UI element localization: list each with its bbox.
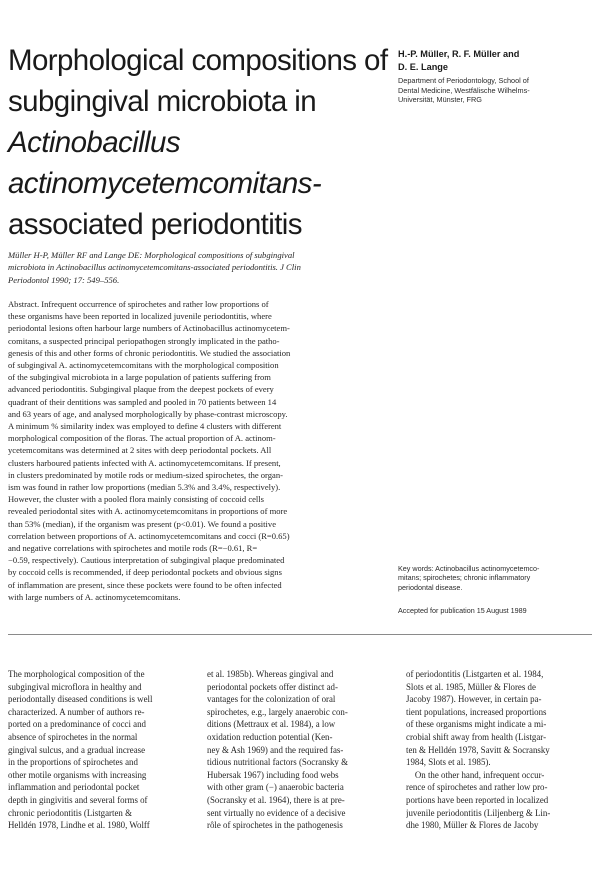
affiliation-line-1: Department of Periodontology, School of xyxy=(398,76,529,85)
body-line: inflammation and periodontal pocket xyxy=(8,782,140,793)
abstract-line: and 63 years of age, and analysed morphologically by phase-contrast microscopy. xyxy=(8,408,288,419)
body-line: spirochetes, e.g., largely anaerobic con- xyxy=(207,706,348,717)
body-line: absence of spirochetes in the normal xyxy=(8,731,138,742)
body-line: tient populations, increased proportions xyxy=(406,706,547,717)
abstract-line: morphological composition of the floras. The actual proportion of A. actinom- xyxy=(8,433,276,444)
body-line: et al. 1985b). Whereas gingival and xyxy=(207,669,334,679)
section-divider xyxy=(8,634,592,635)
abstract-line: than 53% (median), if the organism was present (p<0.01). We found a positive xyxy=(8,518,276,529)
keywords-line: periodontal disease. xyxy=(398,582,463,592)
citation-line: microbiota in Actinobacillus actinomycetemcomitans-associated periodontitis. J Clin xyxy=(8,262,301,273)
abstract-line: ycetemcomitans was determined at 2 sites with deep periodontal pockets. All xyxy=(8,445,272,456)
keywords-line: mitans; spirochetes; chronic inflammatory xyxy=(398,573,531,583)
affiliation-line-3: Universität, Münster, FRG xyxy=(398,95,482,105)
body-line: portions have been reported in localized xyxy=(406,794,549,805)
body-line: of these organisms might indicate a mi- xyxy=(406,719,547,730)
affiliation-line-2: Dental Medicine, Westfälische Wilhelms- xyxy=(398,85,530,95)
abstract xyxy=(8,298,388,603)
body-column-3 xyxy=(406,668,592,832)
accepted-date: Accepted for publication 15 August 1989 xyxy=(398,606,527,615)
body-column-2 xyxy=(207,668,393,832)
body-line: with other gram (−) anaerobic bacteria xyxy=(207,782,344,793)
body-line: characterized. A number of authors re- xyxy=(8,706,145,717)
author-list xyxy=(398,48,588,74)
body-line: ney & Ash 1969) and the required fas- xyxy=(207,744,344,755)
body-line: other motile organisms with increasing xyxy=(8,769,147,780)
abstract-line: advanced periodontitis. Subgingival plaque from the deepest pockets of every xyxy=(8,384,274,395)
body-line: depth in gingivitis and several forms of xyxy=(8,794,148,805)
title-line-3: Actinobacillus xyxy=(8,126,180,159)
abstract-line: periodontal lesions often harbour large numbers of Actinobacillus actinomycetem- xyxy=(8,323,290,334)
citation xyxy=(8,249,388,286)
body-line: periodontal pockets offer distinct ad- xyxy=(207,681,338,692)
body-line: tidious nutritional factors (Socransky & xyxy=(207,757,348,768)
body-line: juvenile periodontitis (Liljenberg & Lin- xyxy=(406,807,551,818)
body-line: subgingival microflora in healthy and xyxy=(8,681,142,692)
abstract-line: genesis of this and other forms of chronic periodontitis. We studied the association xyxy=(8,347,291,358)
body-line: rence of spirochetes and rather low pro- xyxy=(406,782,548,793)
keywords xyxy=(398,564,588,592)
abstract-line: and negative correlations with spirochetes and motile rods (R=−0.61, R= xyxy=(8,543,258,554)
body-line: Hubersak 1967) including food webs xyxy=(207,769,339,780)
title-line-5: associated periodontitis xyxy=(8,208,302,241)
abstract-line: revealed periodontal sites with A. actinomycetemcomitans in proportions of more xyxy=(8,506,288,517)
abstract-line: of the subgingival microbiota in a large population of patients suffering from xyxy=(8,372,271,383)
body-line: ported on a predominance of cocci and xyxy=(8,719,146,730)
abstract-line: in clusters predominated by motile rods or medium-sized spirochetes, the organ- xyxy=(8,469,283,480)
abstract-line: these organisms have been reported in localized juvenile periodontitis, where xyxy=(8,311,272,322)
body-line: Slots et al. 1985, Müller & Flores de xyxy=(406,681,536,692)
abstract-line: A minimum % similarity index was employed to define 4 clusters with different xyxy=(8,421,282,432)
body-line: ten & Helldén 1978, Savitt & Socransky xyxy=(406,744,550,755)
body-line: dhe 1980, Müller & Flores de Jacoby xyxy=(406,820,539,831)
body-line: ditions (Mettraux et al. 1984), a low xyxy=(207,719,336,730)
body-line: sent virtually no evidence of a decisive xyxy=(207,807,346,818)
abstract-line: of inflammation are present, since these pockets were found to be often infected xyxy=(8,579,282,590)
article-title xyxy=(8,40,388,245)
authors-line-1: H.-P. Müller, R. F. Müller and xyxy=(398,49,520,59)
abstract-line: quadrant of their dentitions was sampled and pooled in 70 patients between 14 xyxy=(8,396,277,407)
body-line: gingival sulcus, and a gradual increase xyxy=(8,744,146,755)
abstract-line: ism was found in rather low proportions (median 5.3% and 3.4%, respectively). xyxy=(8,482,281,493)
body-column-1 xyxy=(8,668,194,832)
abstract-line: comitans, a suspected principal periopathogen strongly implicated in the patho- xyxy=(8,335,280,346)
body-line: in the proportions of spirochetes and xyxy=(8,757,138,768)
citation-line: Müller H-P, Müller RF and Lange DE: Morphological compositions of subgingival xyxy=(8,250,295,260)
abstract-line: −0.59, respectively). Cautious interpretation of subgingival plaque predominated xyxy=(8,555,285,566)
body-line: Helldén 1978, Lindhe et al. 1980, Wolff xyxy=(8,820,150,831)
body-line: (Socransky et al. 1964), there is at pre- xyxy=(207,794,345,805)
keywords-line: Key words: Actinobacillus actinomycetemco- xyxy=(398,564,540,573)
citation-line: Periodontol 1990; 17: 549–556. xyxy=(8,274,120,285)
body-line: rôle of spirochetes in the pathogenesis xyxy=(207,820,343,831)
title-line-4: actinomycetemcomitans- xyxy=(8,167,322,200)
abstract-line: However, the cluster with a pooled flora mainly consisting of coccoid cells xyxy=(8,494,264,505)
abstract-line: clusters harboured patients infected with A. actinomycetemcomitans. If present, xyxy=(8,457,281,468)
title-line-1: Morphological compositions of xyxy=(8,44,388,77)
abstract-line: with large numbers of A. actinomycetemcomitans. xyxy=(8,591,181,602)
abstract-line: of subgingival A. actinomycetemcomitans with the morphological composition xyxy=(8,360,279,371)
body-line: vantages for the colonization of oral xyxy=(207,694,336,705)
title-line-2: subgingival microbiota in xyxy=(8,85,317,118)
authors-line-2: D. E. Lange xyxy=(398,62,449,72)
body-line: oxidation reduction potential (Ken- xyxy=(207,731,333,742)
body-line: Jacoby 1987). However, in certain pa- xyxy=(406,694,542,705)
body-line: On the other hand, infrequent occur- xyxy=(406,769,545,780)
abstract-line: Abstract. Infrequent occurrence of spirochetes and rather low proportions of xyxy=(8,299,269,309)
body-line: chronic periodontitis (Listgarten & xyxy=(8,807,132,818)
abstract-line: by coccoid cells is recommended, if deep periodontal pockets and obvious signs xyxy=(8,567,282,578)
body-line: of periodontitis (Listgarten et al. 1984, xyxy=(406,669,544,679)
body-line: The morphological composition of the xyxy=(8,669,145,679)
abstract-line: correlation between proportions of A. actinomycetemcomitans and cocci (R=0.65) xyxy=(8,530,290,541)
body-line: 1984, Slots et al. 1985). xyxy=(406,757,491,768)
body-line: crobial shift away from health (Listgar- xyxy=(406,731,547,742)
body-line: periodontally diseased conditions is well xyxy=(8,694,153,705)
affiliation xyxy=(398,76,593,105)
